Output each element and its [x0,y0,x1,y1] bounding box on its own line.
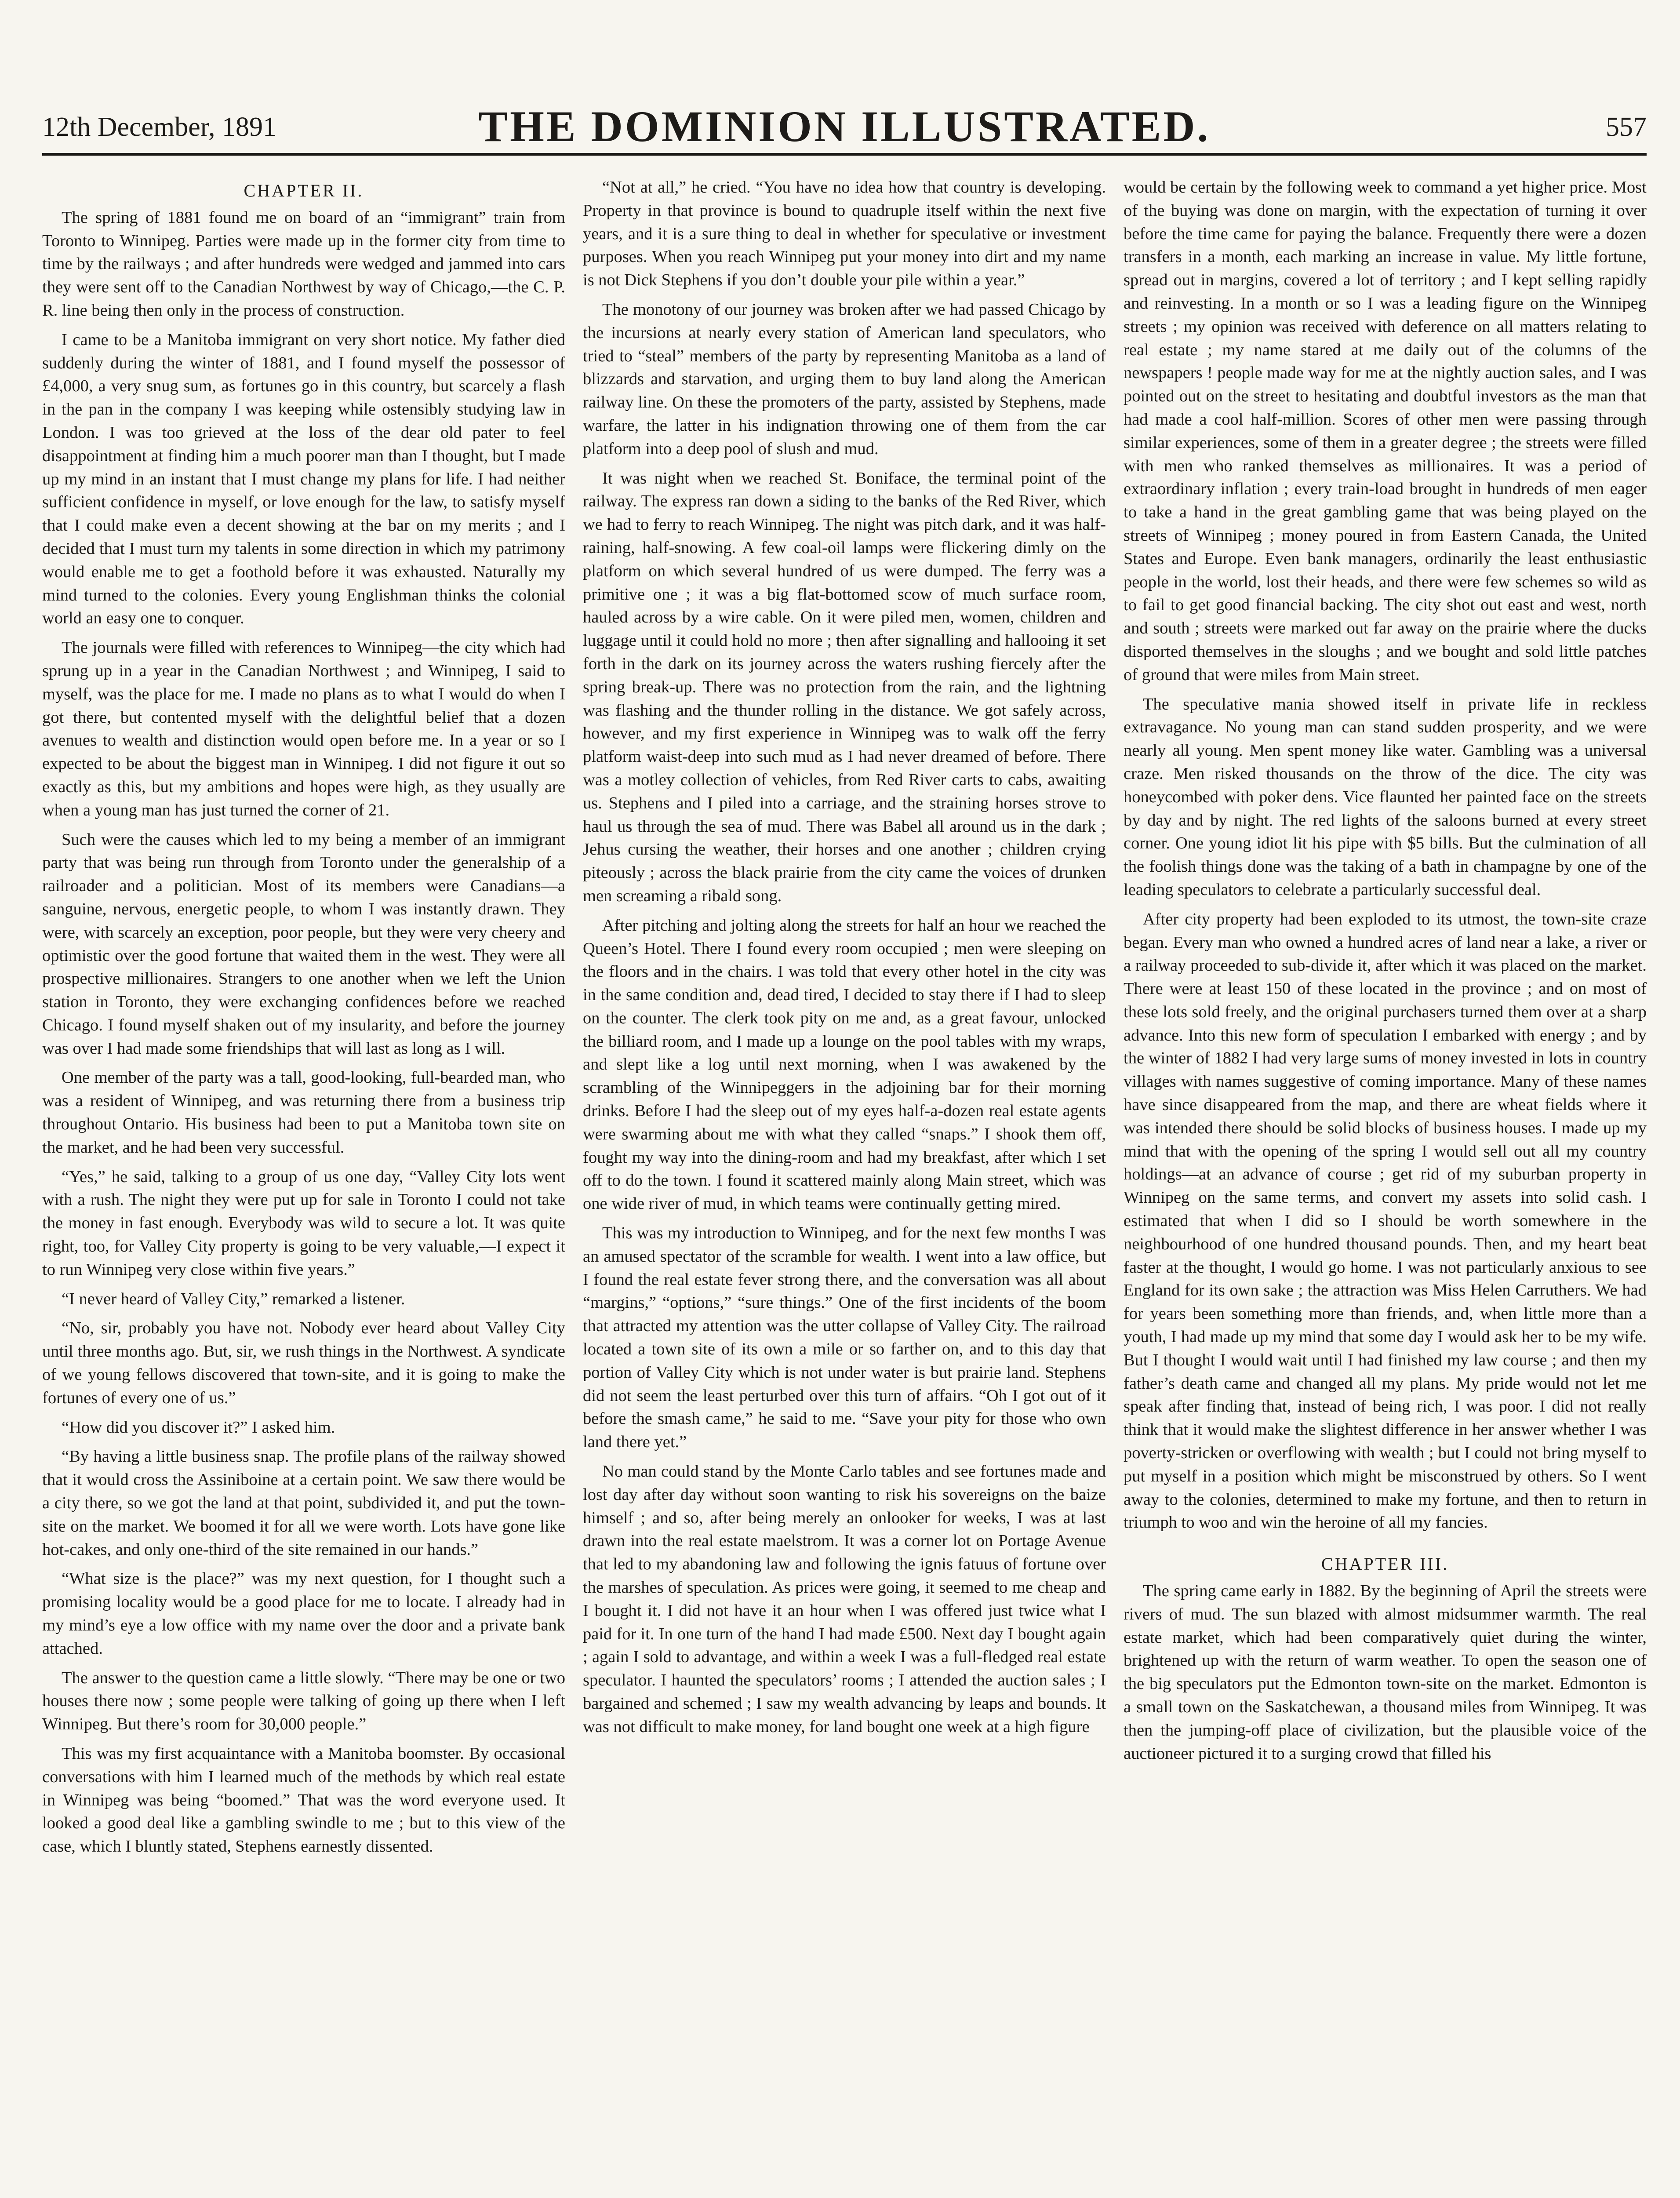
paragraph: “What size is the place?” was my next question, for I thought such a promising locality would be a good place for me to locate. I already had in my mind’s eye a low office with my name over the door and a private bank attached. [42,1569,565,1658]
masthead-title: THE DOMINION ILLUSTRATED. [478,102,1211,151]
paragraph: The monotony of our journey was broken after we had passed Chicago by the incursions at nearly every station of American land speculators, who tried to “steal” members of the party by representing Manitoba as a land of blizzards and starvation, and urging them to buy land along the American railway line. On these the promoters of the party, assisted by Stephens, made warfare, the latter in his indignation throwing one of them from the car platform into a deep pool of slush and mud. [583,300,1106,458]
page-number: 557 [1606,112,1647,142]
paragraph: It was night when we reached St. Boniface, the terminal point of the railway. The express ran down a siding to the banks of the Red River, which we had to ferry to reach Winnipeg. The night was pitch dark, and it was half-raining, half-snowing. A few coal-oil lamps were flickering dimly on the platform on which several hundred of us were dumped. The ferry was a primitive one ; it was a big flat-bottomed scow of much surface room, hauled across by a wire cable. On it were piled men, women, children and luggage until it could hold no more ; then after signalling and hallooing it set forth in the dark on its journey across the waters rushing fiercely after the spring break-up. There was no protection from the rain, and the lightning was flashing and the thunder rolling in the distance. We got safely across, however, and my first experience in Winnipeg was to walk off the ferry platform waist-deep into such mud as I had never dreamed of before. There was a motley collection of vehicles, from Red River carts to cabs, awaiting us. Stephens and I piled into a carriage, and the straining horses strove to haul us through the sea of mud. There was Babel all around us in the dark ; Jehus cursing the weather, their horses and one another ; children crying piteously ; across the black prairie from the city came the voices of drunken men screaming a ribald song. [583,469,1106,905]
column-2 [583,176,1106,2198]
paragraph: The speculative mania showed itself in private life in reckless extravagance. No young man can stand sudden prosperity, and we were nearly all young. Men spent money like water. Gambling was a universal craze. Men risked thousands on the throw of the dice. The city was honeycombed with poker dens. Vice flaunted her painted face on the streets by day and by night. The red lights of the saloons burned at every street corner. One young idiot lit his pipe with $5 bills. But the culmination of all the foolish things done was the taking of a bath in champagne by one of the leading speculators to celebrate a particularly successful deal. [1124,695,1647,899]
page-header [42,101,1647,149]
paragraph: Such were the causes which led to my being a member of an immigrant party that was being run through from Toronto under the generalship of a railroader and a politician. Most of its members were Canadians—a sanguine, nervous, energetic people, to whom I was instantly drawn. They were, with scarcely an exception, poor people, but they were very cheery and optimistic over the good fortune that waited them in the west. They were all prospective millionaires. Strangers to one another when we left the Union station in Toronto, they were exchanging confidences before we reached Chicago. I found myself shaken out of my insularity, and before the journey was over I had made some friendships that will last as long as I will. [42,830,565,1058]
paragraph: The journals were filled with references to Winnipeg—the city which had sprung up in a year in the Canadian Northwest ; and Winnipeg, I said to myself, was the place for me. I made no plans as to what I would do when I got there, but contented myself with the delightful belief that a dozen avenues to wealth and distinction would open before me. In a year or so I expected to be about the biggest man in Winnipeg. I did not figure it out so exactly as this, but my ambitions and hopes were high, as they usually are when a young man has just turned the corner of 21. [42,638,565,819]
paragraph: “I never heard of Valley City,” remarked a listener. [62,1289,405,1308]
paragraph: The spring of 1881 found me on board of an “immigrant” train from Toronto to Winnipeg. Parties were made up in the former city from time to time by the railways ; and after hundreds were wedged and jammed into cars they were sent off to the Canadian Northwest by way of Chicago,—the C. P. R. line being then only in the process of construction. [42,208,565,320]
paragraph: The spring came early in 1882. By the beginning of April the streets were rivers of mud. The sun blazed with almost midsummer warmth. The real estate market, which had been comparatively quiet during the winter, brightened up with the return of warm weather. To open the season one of the big speculators put the Edmonton town-site on the market. Edmonton is a small town on the Saskatchewan, a thousand miles from Winnipeg. It was then the jumping-off place of civilization, but the plausible voice of the auctioneer pictured it to a surging crowd that filled his [1124,1582,1647,1763]
paragraph: This was my first acquaintance with a Manitoba boomster. By occasional conversations with him I learned much of the methods by which real estate in Winnipeg was being “boomed.” That was the word everyone used. It looked a good deal like a gambling swindle to me ; but to this view of the case, which I bluntly stated, Stephens earnestly dissented. [42,1744,565,1856]
paragraph: No man could stand by the Monte Carlo tables and see fortunes made and lost day after day without soon wanting to risk his sovereigns on the baize himself ; and so, after being merely an onlooker for weeks, I was at last drawn into the real estate maelstrom. It was a corner lot on Portage Avenue that led to my abandoning law and following the ignis fatuus of fortune over the marshes of speculation. As prices were going, it seemed to me cheap and I bought it. I did not have it an hour when I was offered just twice what I paid for it. In one turn of the hand I had made £500. Next day I bought again ; again I sold to advantage, and within a week I was a full-fledged real estate speculator. I haunted the speculators’ rooms ; I attended the auction sales ; I bargained and schemed ; I saw my wealth advancing by leaps and bounds. It was not difficult to make money, for land bought one week at a high figure [583,1462,1106,1736]
paragraph: “How did you discover it?” I asked him. [62,1418,335,1437]
paragraph: After pitching and jolting along the streets for half an hour we reached the Queen’s Hotel. There I found every room occupied ; men were sleeping on the floors and in the chairs. I was told that every other hotel in the city was in the same condition and, dead tired, I decided to stay there if I had to sleep on the counter. The clerk took pity on me and, as a great favour, unlocked the billiard room, and I made up a lounge on the pool tables with my wraps, and slept like a log until next morning, when I was awakened by the scrambling of the Winnipeggers in the adjoining bar for their morning drinks. Before I had the sleep out of my eyes half-a-dozen real estate agents were swarming about me with what they called “snaps.” I shook them off, fought my way into the dining-room and had my breakfast, after which I set off to do the town. I found it scattered mainly along Main street, which was one wide river of mud, in which teams were continually getting mired. [583,916,1106,1213]
paragraph: After city property had been exploded to its utmost, the town-site craze began. Every man who owned a hundred acres of land near a lake, a river or a railway proceeded to sub-divide it, after which it was placed on the market. There were at least 150 of these located in the province ; and on most of these lots sold freely, and the original purchasers turned them over at a sharp advance. Into this new form of speculation I embarked with energy ; and by the winter of 1882 I had very large sums of money invested in lots in country villages with names suggestive of coming importance. Many of these names have since disappeared from the map, and there are wheat fields where it was intended there should be solid blocks of business houses. I made up my mind that with the opening of the spring I would sell out all my country holdings—at an advance of course ; get rid of my suburban property in Winnipeg on the same terms, and convert my assets into solid cash. I estimated that when I did so I should be worth somewhere in the neighbourhood of one hundred thousand pounds. Then, and my heart beat faster at the thought, I would go home. I was not particularly anxious to see England for its own sake ; the attraction was Miss Helen Carruthers. We had for years been something more than friends, and, when little more than a youth, I had made up my mind that some day I would ask her to be my wife. But I thought I would wait until I had finished my law course ; and then my father’s death came and changed all my plans. My pride would not let me speak after finding that, instead of being rich, I was poor. I did not really think that it would make the slightest difference in her answer whether I was poverty-stricken or overflowing with wealth ; but I could not bring myself to put myself in a position which might be misconstrued by others. So I went away to the colonies, determined to make my fortune, and then to return in triumph to woo and win the heroine of all my fancies. [1124,910,1647,1532]
paragraph: This was my introduction to Winnipeg, and for the next few months I was an amused spectator of the scramble for wealth. I went into a law office, but I found the real estate fever strong there, and the conversation was all about “margins,” “options,” “sure things.” One of the first incidents of the boom that attracted my attention was the utter collapse of Valley City. The railroad located a town site of its own a mile or so farther on, and to this day that portion of Valley City which is not under water is but prairie land. Stephens did not seem the least perturbed over this turn of affairs. “Oh I got out of it before the smash came,” he said to me. “Save your pity for those who own land there yet.” [583,1224,1106,1452]
paragraph: “By having a little business snap. The profile plans of the railway showed that it would cross the Assiniboine at a certain point. We saw there would be a city there, so we got the land at that point, subdivided it, and put the town-site on the market. We boomed it for all we were worth. Lots have gone like hot-cakes, and only one-third of the site remained in our hands.” [42,1447,565,1559]
paragraph: The answer to the question came a little slowly. “There may be one or two houses there now ; some people were talking of going up there when I left Winnipeg. But there’s room for 30,000 people.” [42,1668,565,1734]
column-3 [1124,176,1647,2198]
paragraph: “Yes,” he said, talking to a group of us one day, “Valley City lots went with a rush. The night they were put up for sale in Toronto I could not take the money in fast enough. Everybody was wild to secure a lot. It was quite right, too, for Valley City property is going to be very valuable,—I expect it to run Winnipeg very close within five years.” [42,1167,565,1279]
paragraph: “Not at all,” he cried. “You have no idea how that country is developing. Property in that province is bound to quadruple itself within the next five years, and it is a sure thing to deal in whether for speculative or investment purposes. When you reach Winnipeg put your money into dirt and my name is not Dick Stephens if you don’t double your pile within a year.” [583,178,1106,290]
paragraph: I came to be a Manitoba immigrant on very short notice. My father died suddenly during the winter of 1881, and I found myself the possessor of £4,000, a very snug sum, as fortunes go in this country, but scarcely a flash in the pan in the company I was keeping while ostensibly studying law in London. I was too grieved at the loss of the dear old pater to feel disappointment at finding him a much poorer man than I thought, but I made up my mind in an instant that I must change my plans for life. I had neither sufficient confidence in myself, or love enough for the law, to satisfy myself that I could make even a decent showing at the bar on my merits ; and I decided that I must turn my talents in some direction in which my patrimony would enable me to get a foothold before it was exhausted. Naturally my mind turned to the colonies. Every young Englishman thinks the colonial world an easy one to conquer. [42,330,565,628]
chapter-heading: CHAPTER II. [244,181,364,200]
chapter-heading: CHAPTER III. [1321,1554,1449,1574]
issue-date: 12th December, 1891 [42,112,276,142]
paragraph: would be certain by the following week to command a yet higher price. Most of the buying was done on margin, with the expectation of turning it over before the time came for paying the balance. Frequently there were a dozen transfers in a month, each marking an increase in value. My little fortune, spread out in margins, covered a lot of territory ; and I kept selling rapidly and reinvesting. In a month or so I was a leading figure on the Winnipeg streets ; my opinion was received with deference on all matters relating to real estate ; my name stared at me daily out of the columns of the newspapers ! people made way for me at the nightly auction sales, and I was pointed out on the street to hesitating and doubtful investors as the man that had made a cool half-million. Scores of other men were passing through similar experiences, some of them in a greater degree ; the streets were filled with men who ranked themselves as millionaires. It was a period of extraordinary inflation ; every train-load brought in hundreds of men eager to take a hand in the great gambling game that was being played on the streets of Winnipeg ; money poured in from Eastern Canada, the United States and Europe. Even bank managers, ordinarily the least enthusiastic people in the world, lost their heads, and there were few schemes so wild as to fail to get good financial backing. The city shot out east and west, north and south ; streets were marked out far away on the prairie where the ducks disported themselves in the sloughs ; and we bought and sold little patches of ground that were miles from Main street. [1124,178,1647,684]
header-rule [42,153,1647,156]
paragraph: “No, sir, probably you have not. Nobody ever heard about Valley City until three months ago. But, sir, we rush things in the Northwest. A syndicate of we young fellows discovered that town-site, and it is going to make the fortunes of every one of us.” [42,1319,565,1407]
column-1 [42,176,565,2198]
paragraph: One member of the party was a tall, good-looking, full-bearded man, who was a resident of Winnipeg, and was returning there from a business trip throughout Ontario. His business had been to put a Manitoba town site on the market, and he had been very successful. [42,1068,565,1157]
